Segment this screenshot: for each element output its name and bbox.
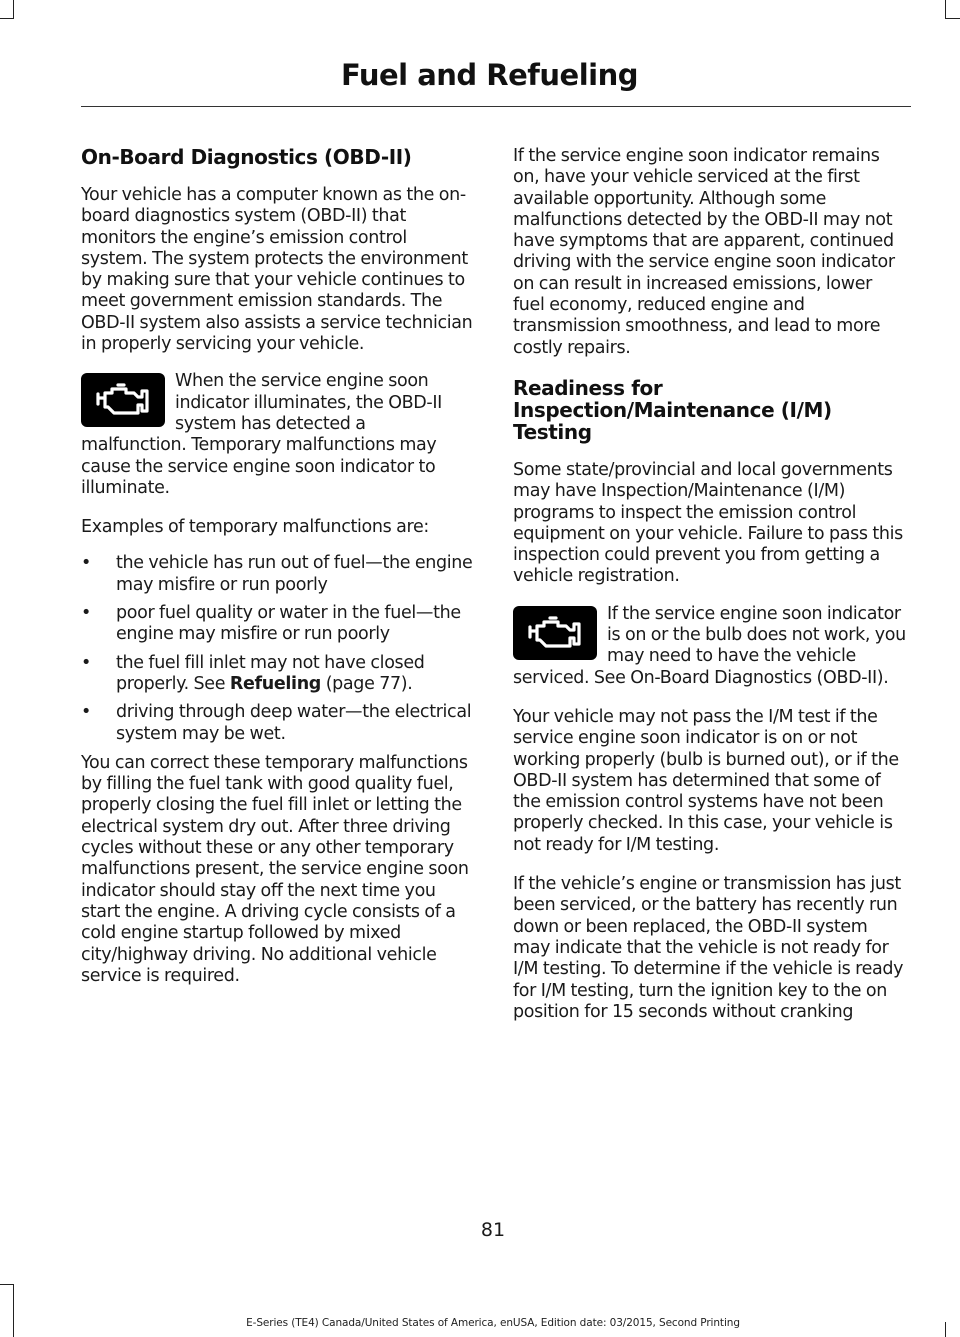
list-item: • poor fuel quality or water in the fuel—the engine may misfire or run poorly [81,603,461,645]
check-engine-icon [513,606,597,660]
crop-mark-bottom-left-h [0,1284,14,1285]
crop-mark-top-right-v [945,0,946,18]
bulb-paragraph: If the service engine soon indicator is on or the bulb does not work, you may need to have the vehicle serviced. See On-Board Diagnostics (OBD-II). [513,603,906,688]
crop-mark-top-right-h [945,18,960,19]
left-column [81,146,475,1005]
list-item: • the vehicle has run out of fuel—the engine may misfire or run poorly [81,553,473,595]
examples-lead: Examples of temporary malfunctions are: [81,517,429,538]
crop-mark-bottom-left-v [13,1284,14,1337]
refueling-link[interactable]: Refueling [229,673,321,694]
crop-mark-top-left-h [0,18,14,19]
bullet-marker: • [81,603,91,624]
header-rule [81,106,911,107]
footer-edition: E-Series (TE4) Canada/United States of America, enUSA, Edition date: 03/2015, Second Printing [246,1317,740,1329]
list-item: • the fuel fill inlet may not have closed properly. See Refueling (page 77). [81,652,425,694]
im-test-paragraph: Your vehicle may not pass the I/M test if the service engine soon indicator is on or not working properly (bulb is burned out), or if the OBD-II system has determined that some of the emission control systems have not been properly checked. In this case, your vehicle is not ready for I/M testing. [513,706,899,855]
page-number: 81 [480,1219,506,1241]
malfunction-list [81,553,475,744]
obd-heading: On-Board Diagnostics (OBD-II) [81,145,412,169]
not-ready-paragraph: If the vehicle’s engine or transmission has just been serviced, or the battery has recently run down or been replaced, the OBD-II system may indicate that the vehicle is not ready for I/M testing. To determine if the vehicle is ready for I/M testing, turn the ignition key to the on position for 15 seconds without cranking [513,874,904,1022]
im-programs-paragraph: Some state/provincial and local governments may have Inspection/Maintenance (I/M) programs to inspect the emission control equipment on your vehicle. Failure to pass this inspection could prevent you from getting a vehicle registration. [513,459,903,587]
service-paragraph: If the service engine soon indicator remains on, have your vehicle serviced at the first available opportunity. Although some malfunctions detected by the OBD-II may not have symptoms that are apparent, continued driving with the service engine soon indicator on can result in increased emissions, lower fuel economy, reduced engine and transmission smoothness, and lead to more costly repairs. [513,146,895,358]
check-engine-icon [81,373,165,427]
list-item: • driving through deep water—the electrical system may be wet. [81,702,472,744]
bullet-marker: • [81,702,91,723]
right-column [513,146,907,1041]
indicator-block [513,604,907,689]
bullet-marker: • [81,553,91,574]
correction-paragraph: You can correct these temporary malfunctions by filling the fuel tank with good quality fuel, properly closing the fuel fill inlet or letting the electrical system dry out. After three driving cycles without these or any other temporary malfunctions present, the service engine soon indicator should stay off the next time you start the engine. A driving cycle consists of a cold engine startup followed by mixed city/highway driving. No additional vehicle service is required. [81,752,469,986]
crop-mark-top-left-v [13,0,14,18]
readiness-heading: Readiness for Inspection/Maintenance (I/M) Testing [513,375,832,444]
indicator-block [81,371,475,499]
bullet-marker: • [81,652,91,673]
section-title: Fuel and Refueling [340,58,638,92]
refueling-page-ref: (page 77). [320,673,413,694]
indicator-paragraph: When the service engine soon indicator illuminates, the OBD-II system has detected a malfunction. Temporary malfunctions may cause the service engine soon indicator to illuminate. [81,371,442,498]
obd-intro-paragraph: Your vehicle has a computer known as the on-board diagnostics system (OBD-II) that monitors the engine’s emission control system. The system protects the environment by making sure that your vehicle continues to meet government emission standards. The OBD-II system also assists a service technician in properly servicing your vehicle. [81,185,473,355]
